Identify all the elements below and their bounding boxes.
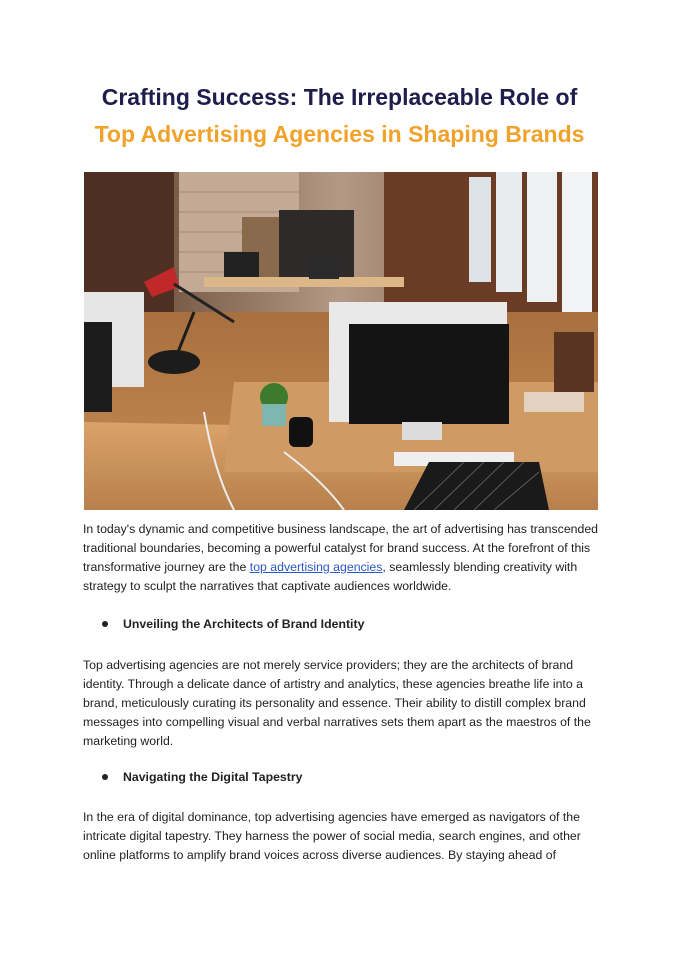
page-title-line-1: Crafting Success: The Irreplaceable Role of <box>101 84 578 110</box>
section-heading-text: Unveiling the Architects of Brand Identity <box>123 617 365 631</box>
section-heading-text: Navigating the Digital Tapestry <box>123 770 303 784</box>
section-heading-digital-tapestry <box>102 770 302 784</box>
intro-text-after-link: , seamlessly blending creativity with strategy to sculpt the narratives that captivate audiences worldwide. <box>83 560 578 593</box>
brand-identity-paragraph: Top advertising agencies are not merely service providers; they are the architects of brand identity. Through a delicate dance of artistry and analytics, these agencies breathe life into a brand, meticulously curating its personality and essence. Their ability to distill complex brand messages into compelling visual and verbal narratives sets them apart as the maestros of the marketing world. <box>83 658 591 748</box>
office-photo <box>84 172 598 510</box>
digital-tapestry-paragraph: In the era of digital dominance, top advertising agencies have emerged as navigators of the intricate digital tapestry. They harness the power of social media, search engines, and other online platforms to amplify brand voices across diverse audiences. By staying ahead of <box>83 810 581 862</box>
top-advertising-agencies-link[interactable]: top advertising agencies <box>249 560 383 574</box>
bullet-icon <box>102 621 108 627</box>
section-heading-brand-identity <box>102 617 364 631</box>
intro-paragraph <box>83 520 603 596</box>
bullet-icon <box>102 774 108 780</box>
intro-text-before-link: In today's dynamic and competitive business landscape, the art of advertising has transcended traditional boundaries, becoming a powerful catalyst for brand success. At the forefront of this transformative journey are the <box>83 522 599 574</box>
page-title-line-2: Top Advertising Agencies in Shaping Brands <box>94 121 585 147</box>
